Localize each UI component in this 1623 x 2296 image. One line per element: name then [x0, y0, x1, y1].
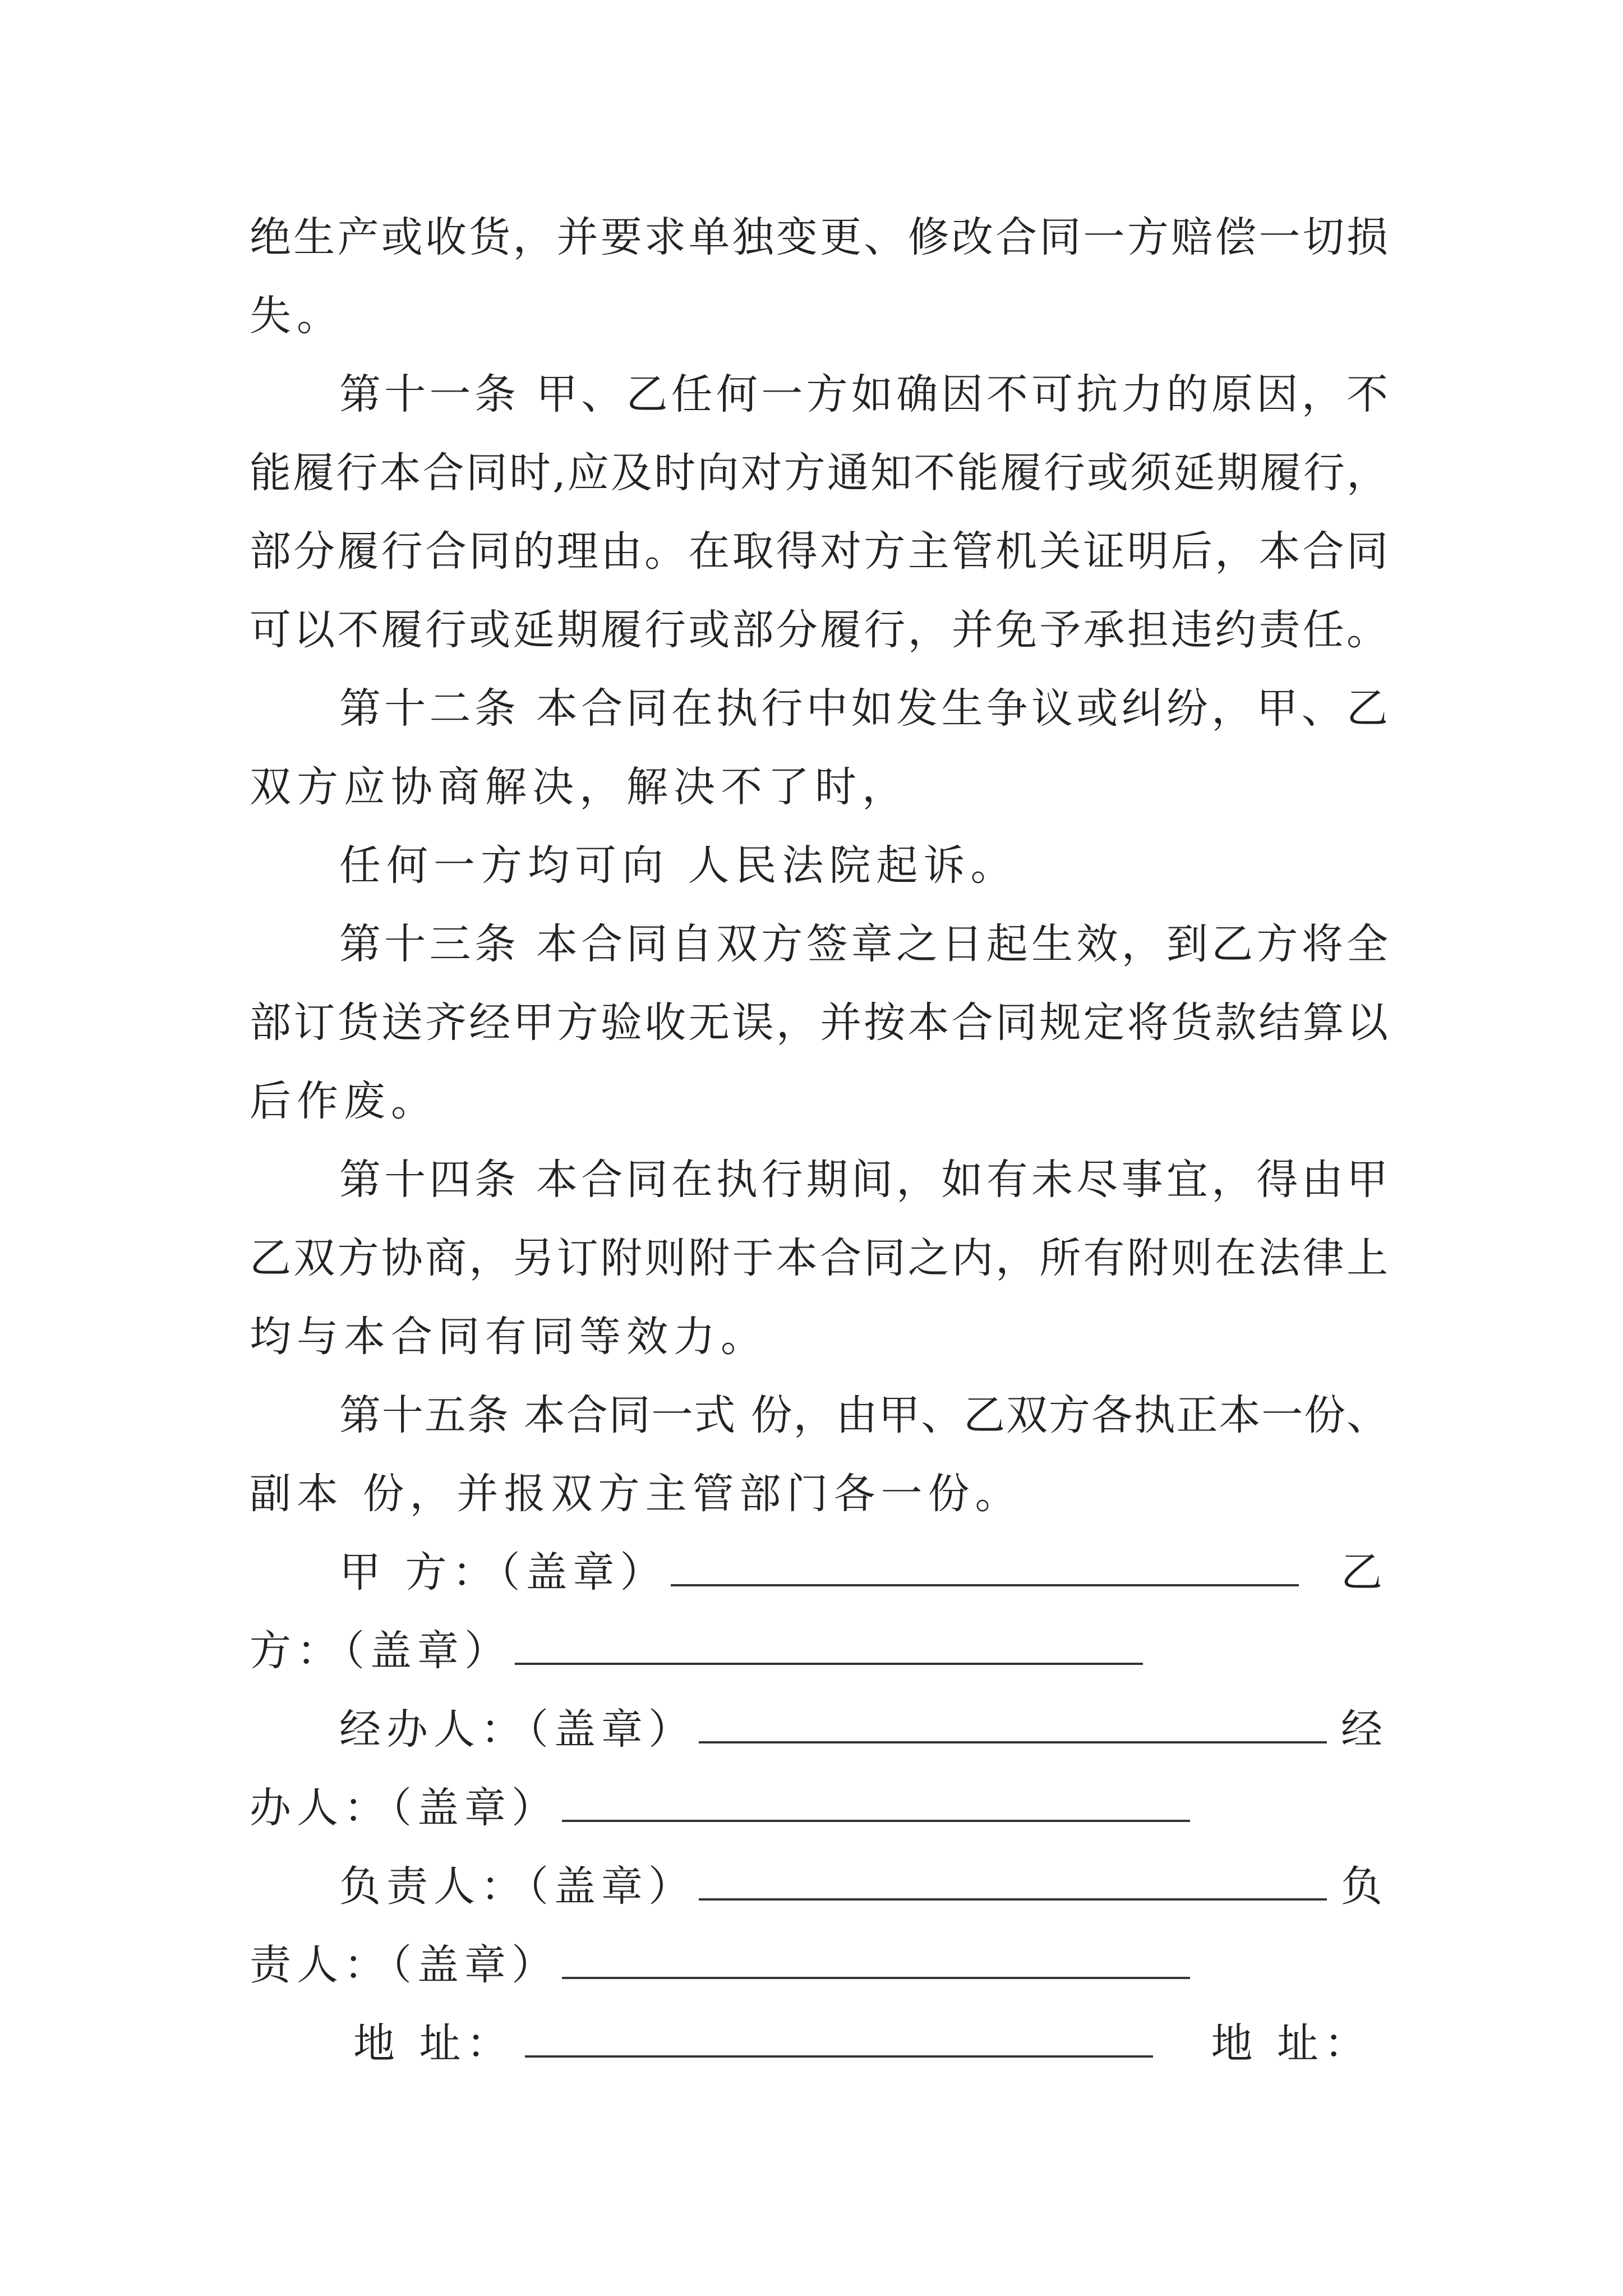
agent-a-signature-blank[interactable] — [699, 1706, 1327, 1743]
paragraph-line: 能履行本合同时,应及时向对方通知不能履行或须延期履行， — [250, 449, 1388, 497]
address-a-blank[interactable] — [525, 2021, 1153, 2058]
paragraph-line: 双方应协商解决，解决不了时， — [250, 763, 909, 811]
paragraph-line: 绝生产或收货，并要求单独变更、修改合同一方赔偿一切损 — [250, 213, 1388, 261]
paragraph-line: 部订货送齐经甲方验收无误，并按本合同规定将货款结算以 — [250, 999, 1388, 1047]
head-b-label-start: 负 — [1341, 1862, 1388, 1911]
address-row — [250, 2013, 1388, 2074]
party-a-signature-blank[interactable] — [671, 1549, 1299, 1586]
paragraph-line: 可以不履行或延期履行或部分履行，并免予承担违约责任。 — [250, 606, 1388, 654]
agent-a-signature-row — [250, 1699, 1388, 1760]
paragraph-line: 任何一方均可向 人民法院起诉。 — [339, 841, 1018, 890]
head-a-signature-row — [250, 1856, 1388, 1917]
party-b-label: 方：（盖章） — [250, 1627, 511, 1675]
party-b-signature-blank[interactable] — [515, 1628, 1143, 1665]
head-b-label: 责人：（盖章） — [250, 1941, 559, 1989]
head-a-signature-blank[interactable] — [699, 1864, 1327, 1901]
article-13-line: 第十三条 本合同自双方签章之日起生效，到乙方将全 — [339, 920, 1388, 968]
paragraph-line: 副本 份，并报双方主管部门各一份。 — [250, 1470, 1022, 1518]
article-12-line: 第十二条 本合同在执行中如发生争议或纠纷，甲、乙 — [339, 684, 1388, 733]
party-a-signature-row — [250, 1542, 1388, 1603]
paragraph-line: 失。 — [250, 292, 344, 340]
agent-b-signature-blank[interactable] — [562, 1785, 1190, 1822]
agent-b-signature-row — [250, 1777, 1388, 1839]
party-b-label-start: 乙 — [1341, 1548, 1388, 1596]
address-b-label: 地 址： — [1211, 2019, 1371, 2068]
agent-b-label-start: 经 — [1341, 1705, 1388, 1754]
article-15-line: 第十五条 本合同一式 份，由甲、乙双方各执正本一份、 — [339, 1391, 1388, 1439]
head-b-signature-blank[interactable] — [562, 1942, 1190, 1979]
paragraph-line: 乙双方协商，另订附则附于本合同之内，所有附则在法律上 — [250, 1234, 1388, 1282]
head-b-signature-row — [250, 1934, 1388, 1996]
paragraph-line: 均与本合同有同等效力。 — [250, 1313, 768, 1361]
agent-b-label: 办人：（盖章） — [250, 1784, 559, 1832]
paragraph-line: 后作废。 — [250, 1077, 438, 1125]
address-a-label: 地 址： — [353, 2019, 514, 2068]
paragraph-line: 部分履行合同的理由。在取得对方主管机关证明后，本合同 — [250, 527, 1388, 576]
head-a-label: 负责人：（盖章） — [339, 1862, 695, 1911]
article-11-line: 第十一条 甲、乙任何一方如确因不可抗力的原因，不 — [339, 370, 1388, 418]
party-a-label: 甲 方：（盖章） — [339, 1548, 667, 1596]
article-14-line: 第十四条 本合同在执行期间，如有未尽事宜，得由甲 — [339, 1156, 1388, 1204]
party-b-signature-row — [250, 1620, 1388, 1682]
agent-a-label: 经办人：（盖章） — [339, 1705, 695, 1754]
